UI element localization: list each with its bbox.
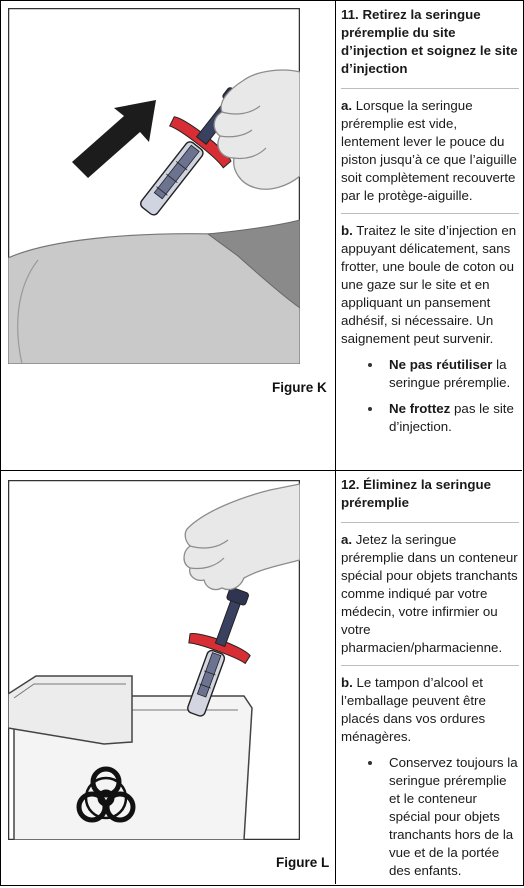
bullet-text: la seringue préremplie.: [389, 357, 511, 390]
bullet-text: pas le site d’injection.: [389, 401, 514, 434]
step-11-title: 11. Retirez la seringue préremplie du site d’injection et soignez le site d’injection: [341, 7, 518, 76]
divider: [341, 213, 519, 214]
figure-k-label: Figure K: [272, 380, 327, 395]
figure-k-illustration: [8, 8, 300, 364]
bullet-bold-text: Ne frottez: [389, 401, 451, 416]
column-divider: [335, 0, 336, 884]
row-divider: [0, 470, 522, 471]
bullet-bold-text: Ne pas réutiliser: [389, 357, 493, 372]
step-12-b-label: b.: [341, 675, 353, 690]
step-12-instructions: [341, 476, 519, 888]
step-11-bullet-list: [341, 356, 519, 436]
bullet-text: Conservez toujours la seringue préremplie et le conteneur spécial pour objets tranchants hors de la vue et de la portée des enfants.: [389, 755, 518, 878]
divider: [341, 88, 519, 89]
divider: [341, 522, 519, 523]
step-12-title: 12. Éliminez la seringue préremplie: [341, 477, 492, 510]
step-11-b-paragraph: [341, 222, 519, 348]
step-11-instructions: [341, 6, 519, 444]
bullet-item: [341, 356, 519, 392]
step-11-a-label: a.: [341, 98, 353, 113]
divider: [341, 665, 519, 666]
step-11-b-text: Traitez le site d’injection en appuyant délicatement, sans frotter, une boule de coton ou une gaze sur le site et en appliquant un pansement adhésif, si nécessaire. Un saignement peut survenir.: [341, 223, 517, 346]
figure-l-label: Figure L: [276, 855, 330, 870]
step-12-b-text: Le tampon d’alcool et l’emballage peuvent être placés dans vos ordures ménagères.: [341, 675, 486, 744]
step-12-a-paragraph: [341, 531, 519, 657]
step-11-b-label: b.: [341, 223, 353, 238]
step-11-a-text: Lorsque la seringue préremplie est vide, lentement lever le pouce du piston jusqu’à ce que l’aiguille soit complètement recouverte par le protège-aiguille.: [341, 98, 517, 203]
step-12-bullet-list: [341, 754, 519, 880]
step-12-a-text: Jetez la seringue préremplie dans un conteneur spécial pour objets tranchants comme indiqué par votre médecin, votre infirmier ou votre pharmacien/pharmacienne.: [341, 532, 518, 655]
step-11-a-paragraph: [341, 97, 519, 205]
sharps-container-illustration: [8, 676, 252, 840]
step-12-b-paragraph: [341, 674, 519, 746]
step-12-a-label: a.: [341, 532, 353, 547]
figure-l-illustration: [8, 480, 300, 840]
bullet-item: [341, 400, 519, 436]
bullet-item: [341, 754, 519, 880]
